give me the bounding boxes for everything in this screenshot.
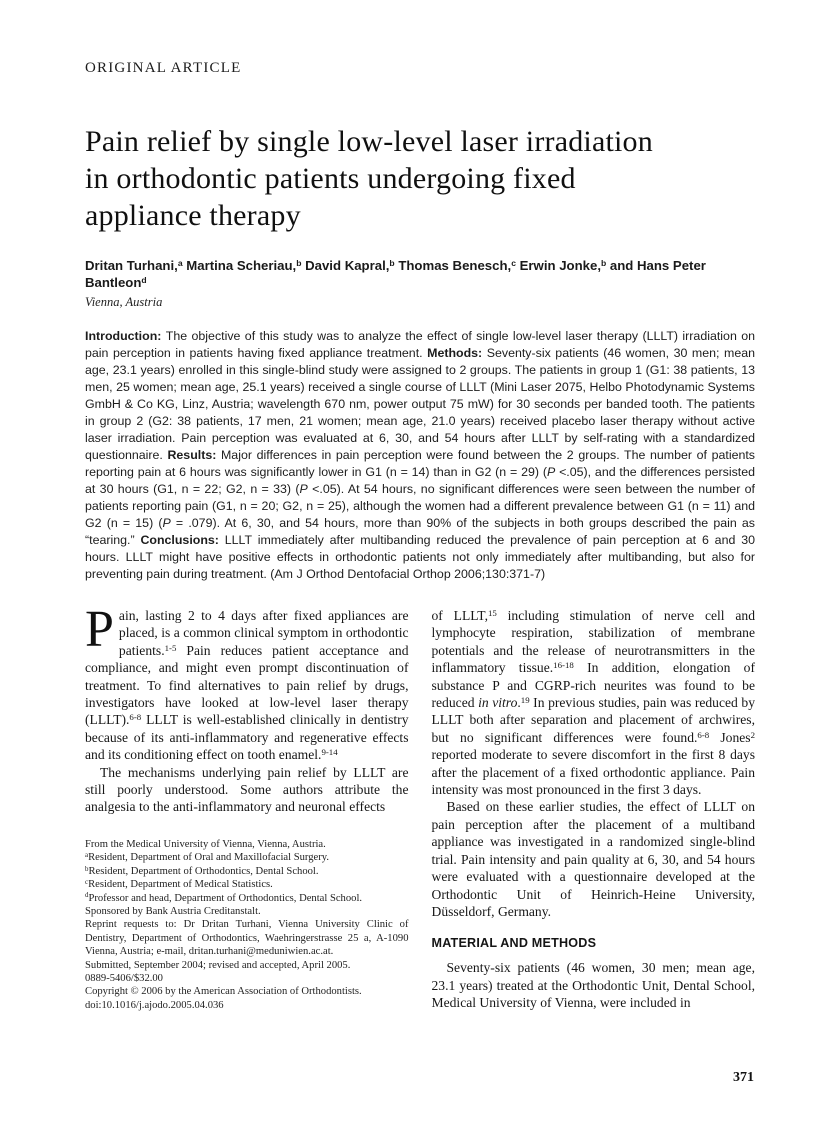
authors-line: Dritan Turhani,$^a$ Martina Scheriau,$^b$ David Kapral,$^b$ Thomas Benesch,$^c$ Erwin Jonke,$^b$ and Hans Peter Bantleon$^d$ xyxy=(85,258,706,290)
footnote-line: Submitted, September 2004; revised and accepted, April 2005. xyxy=(85,959,351,971)
drop-cap: P xyxy=(85,601,114,658)
footnote-line: From the Medical University of Vienna, Vienna, Austria. xyxy=(85,838,326,850)
body-paragraph-intro-text: ain, lasting 2 to 4 days after fixed appliances are placed, is a common clinical symptom in orthodontic patients.$^{1-5}$ Pain reduces patient acceptance and compliance, and might even prompt discontinuation of treatment. To find alternatives to pain relief by drugs, investigators have looked at low-level laser therapy (LLLT).$^{6-8}$ LLLT is well-established clinically in dentistry because of its anti-inflammatory and regenerative effects and its conditioning effect on tooth enamel.$^{9-14}$ xyxy=(85,608,409,763)
footnote-line: $^d$Professor and head, Department of Orthodontics, Dental School. xyxy=(85,892,363,904)
footnote-line: $^a$Resident, Department of Oral and Maxillofacial Surgery. xyxy=(85,852,329,864)
footnote-line: $^c$Resident, Department of Medical Statistics. xyxy=(85,879,273,891)
footnote-line: Sponsored by Bank Austria Creditanstalt. xyxy=(85,905,261,917)
abstract-text: Introduction: The objective of this study was to analyze the effect of single low-level laser therapy (LLLT) irradiation on pain perception in patients having fixed appliance treatment. Methods: Seventy-six patients (46 women, 30 men; mean age, 23.1 years) enrolled in this single-blind study were assigned to 2 groups. The patients in group 1 (G1: 38 patients, 13 men, 25 women; mean age, 25.1 years) received a single course of LLLT (Mini Laser 2075, Helbo Photodynamic Systems GmbH & Co KG, Linz, Austria; wavelength 670 nm, power output 75 mW) for 30 seconds per banded tooth. The patients in group 2 (G2: 38 patients, 17 men, 21 women; mean age, 21.0 years) received placebo laser therapy without active laser irradiation. Pain perception was evaluated at 6, 30, and 54 hours after LLLT by self-rating with a standardized questionnaire. Results: Major differences in pain perception were found between the 2 groups. The number of patients reporting pain at 6 hours was significantly lower in G1 (n = 14) than in G2 (n = 29) (P <.05), and the differences persisted at 30 hours (G1, n = 22; G2, n = 33) (P <.05). At 54 hours, no significant differences were seen between the number of patients reporting pain (G1, n = 20; G2, n = 25), although the women had a different prevalence between G1 (n = 11) and G2 (n = 15) (P = .079). At 6, 30, and 54 hours, more than 90% of the subjects in both groups described the pain as “tearing.” Conclusions: LLLT immediately after multibanding reduced the prevalence of pain perception at 6 and 30 hours. LLLT might have positive effects in orthodontic patients not only immediately after multibanding, but also for preventing pain during treatment. (Am J Orthod Dentofacial Orthop 2006;130:371-7) xyxy=(85,329,756,581)
body-column-left xyxy=(85,601,409,1012)
footnote-line-copyright: Copyright © 2006 by the American Association of Orthodontists. xyxy=(85,986,362,998)
body-paragraph: of LLLT,$^{15}$ including stimulation of nerve cell and lymphocyte respiration, stabilization of membrane potentials and the release of neurotransmitters in the inflammatory tissue.$^{16-18}$ In addition, elongation of substance P and CGRP-rich neurites was found to be reduced in vitro.$^{19}$ In previous studies, pain was reduced by LLLT both after separation and placement of archwires, but no significant differences were found.$^{6-8}$ Jones$^2$ reported moderate to severe discomfort in the first 8 days after the placement of a fixed orthodontic appliance. Pain intensity was most pronounced in the first 3 days. xyxy=(431,608,756,798)
footnote-line-reprint-requests: Reprint requests to: Dr Dritan Turhani, Vienna University Clinic of Dentistry, Department of Orthodontics, Waehringerstrasse 25 a, A-1090 Vienna, Austria; e-mail, dritan.turhani@meduniwien.ac.at. xyxy=(85,919,409,958)
page-number: 371 xyxy=(733,1070,754,1085)
article-title-line: in orthodontic patients undergoing fixed xyxy=(85,162,576,195)
authors-affiliation: Vienna, Austria xyxy=(85,295,163,309)
article-title-line: Pain relief by single low-level laser irradiation xyxy=(85,125,653,158)
body-paragraph: The mechanisms underlying pain relief by LLLT are still poorly understood. Some authors attribute the analgesia to the anti-inflammatory and neuronal effects xyxy=(85,764,409,815)
article-title-line: appliance therapy xyxy=(85,199,301,232)
footnote-line-doi: doi:10.1016/j.ajodo.2005.04.036 xyxy=(85,999,224,1011)
footnote-line: $^b$Resident, Department of Orthodontics, Dental School. xyxy=(85,865,319,877)
body-paragraph-intro xyxy=(85,601,409,764)
page-content xyxy=(85,60,755,1012)
article-title xyxy=(85,123,755,234)
section-heading-material-and-methods: MATERIAL AND METHODS xyxy=(431,936,597,951)
footnote-line-issn: 0889-5406/$32.00 xyxy=(85,972,163,984)
body-column-right xyxy=(432,607,756,1012)
body-paragraph: Based on these earlier studies, the effect of LLLT on pain perception after the placement of a multiband appliance was investigated in a randomized single-blind trial. Pain intensity and pain quality at 6, 30, and 54 hours were evaluated with a questionnaire developed at the Orthodontic Unit of Heinrich-Heine University, Düsseldorf, Germany. xyxy=(431,799,755,919)
body-columns xyxy=(85,601,756,1012)
article-type-label: ORIGINAL ARTICLE xyxy=(85,60,242,76)
body-paragraph: Seventy-six patients (46 women, 30 men; mean age, 23.1 years) treated at the Orthodontic Unit, Dental School, Medical University of Vienna, were included in xyxy=(431,960,755,1011)
footnotes-block xyxy=(85,838,409,1012)
